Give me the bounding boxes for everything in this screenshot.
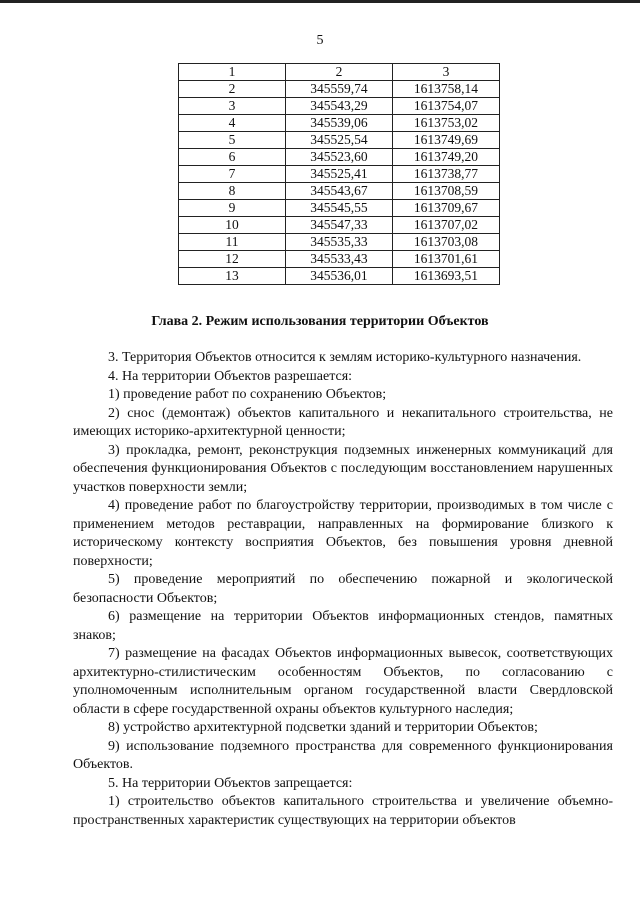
page-number: 5 [316,33,324,48]
table-row [179,268,500,285]
paragraph: 4) проведение работ по благоустройству территории, производимых в том числе с применением методов реставрации, направленных на формирование близкого к историческому контексту восприятия Объектов, без повышения уровня дневной поверхности; [73,498,613,569]
table-cell: 1613749,69 [392,132,499,149]
table-cell: 345543,29 [285,98,392,115]
coordinates-table [178,63,500,285]
table-cell: 1613754,07 [392,98,499,115]
table-cell: 4 [179,115,286,132]
paragraph: 9) использование подземного пространства для современного функционирования Объектов. [73,738,613,772]
table-cell: 345543,67 [285,183,392,200]
table-row [179,217,500,234]
table-cell: 8 [179,183,286,200]
table-row [179,183,500,200]
table-cell: 345547,33 [285,217,392,234]
table-cell: 2 [179,81,286,98]
table-cell: 6 [179,149,286,166]
table-cell: 345523,60 [285,149,392,166]
table-cell: 1613753,02 [392,115,499,132]
table-cell: 345525,41 [285,166,392,183]
table-row [179,81,500,98]
table-cell: 7 [179,166,286,183]
table-cell: 13 [179,268,286,285]
table-row [179,115,500,132]
table-cell: 1613738,77 [392,166,499,183]
table-row [179,200,500,217]
table-row [179,98,500,115]
table-cell: 9 [179,200,286,217]
table-row [179,166,500,183]
paragraph: 6) размещение на территории Объектов информационных стендов, памятных знаков; [73,609,613,643]
table-cell: 345545,55 [285,200,392,217]
paragraph: 5. На территории Объектов запрещается: [108,775,353,791]
table-cell: 1613707,02 [392,217,499,234]
table-cell: 10 [179,217,286,234]
table-cell: 1613708,59 [392,183,499,200]
paragraph: 3. Территория Объектов относится к землям историко-культурного назначения. [108,350,582,365]
body-text [73,349,613,830]
table-cell: 5 [179,132,286,149]
table-cell: 345559,74 [285,81,392,98]
paragraph: 5) проведение мероприятий по обеспечению пожарной и экологической безопасности Объектов; [73,572,613,606]
table-cell: 345535,33 [285,234,392,251]
paragraph: 2) снос (демонтаж) объектов капитального и некапитального строительства, не имеющих историко-архитектурной ценности; [73,405,613,439]
table-cell: 1613701,61 [392,251,499,268]
table-row [179,149,500,166]
table-cell: 345536,01 [285,268,392,285]
table-cell: 12 [179,251,286,268]
table-cell: 1613693,51 [392,268,499,285]
table-cell: 1613749,20 [392,149,499,166]
table-cell: 345525,54 [285,132,392,149]
table-cell: 1613758,14 [392,81,499,98]
table-cell: 1613709,67 [392,200,499,217]
table-row [179,132,500,149]
table-cell: 345539,06 [285,115,392,132]
paragraph: 1) строительство объектов капитального строительства и увеличение объемно-пространственных характеристик существующих на территории объектов [73,794,613,828]
table-header-cell: 2 [285,64,392,81]
paragraph: 8) устройство архитектурной подсветки зданий и территории Объектов; [108,720,538,735]
paragraph: 3) прокладка, ремонт, реконструкция подземных инженерных коммуникаций для обеспечения функционирования Объектов с последующим восстановлением нарушенных участков поверхности земли; [73,442,613,495]
table-row [179,251,500,268]
paragraph: 7) размещение на фасадах Объектов информационных вывесок, соответствующих архитектурно-стилистическим особенностям Объектов, по согласованию с уполномоченным исполнительным органом государственной власти Свердловской области в сфере государственной охраны объектов культурного наследия; [73,646,613,717]
table-cell: 11 [179,234,286,251]
paragraph: 4. На территории Объектов разрешается: [108,368,353,384]
table-cell: 3 [179,98,286,115]
table-header-row [179,64,500,81]
table-header-cell: 1 [179,64,286,81]
table-cell: 1613703,08 [392,234,499,251]
table-row [179,234,500,251]
chapter-title: Глава 2. Режим использования территории Объектов [151,314,489,329]
page-top-edge [0,0,640,3]
table-cell: 345533,43 [285,251,392,268]
table-header-cell: 3 [392,64,499,81]
paragraph: 1) проведение работ по сохранению Объектов; [108,387,387,402]
